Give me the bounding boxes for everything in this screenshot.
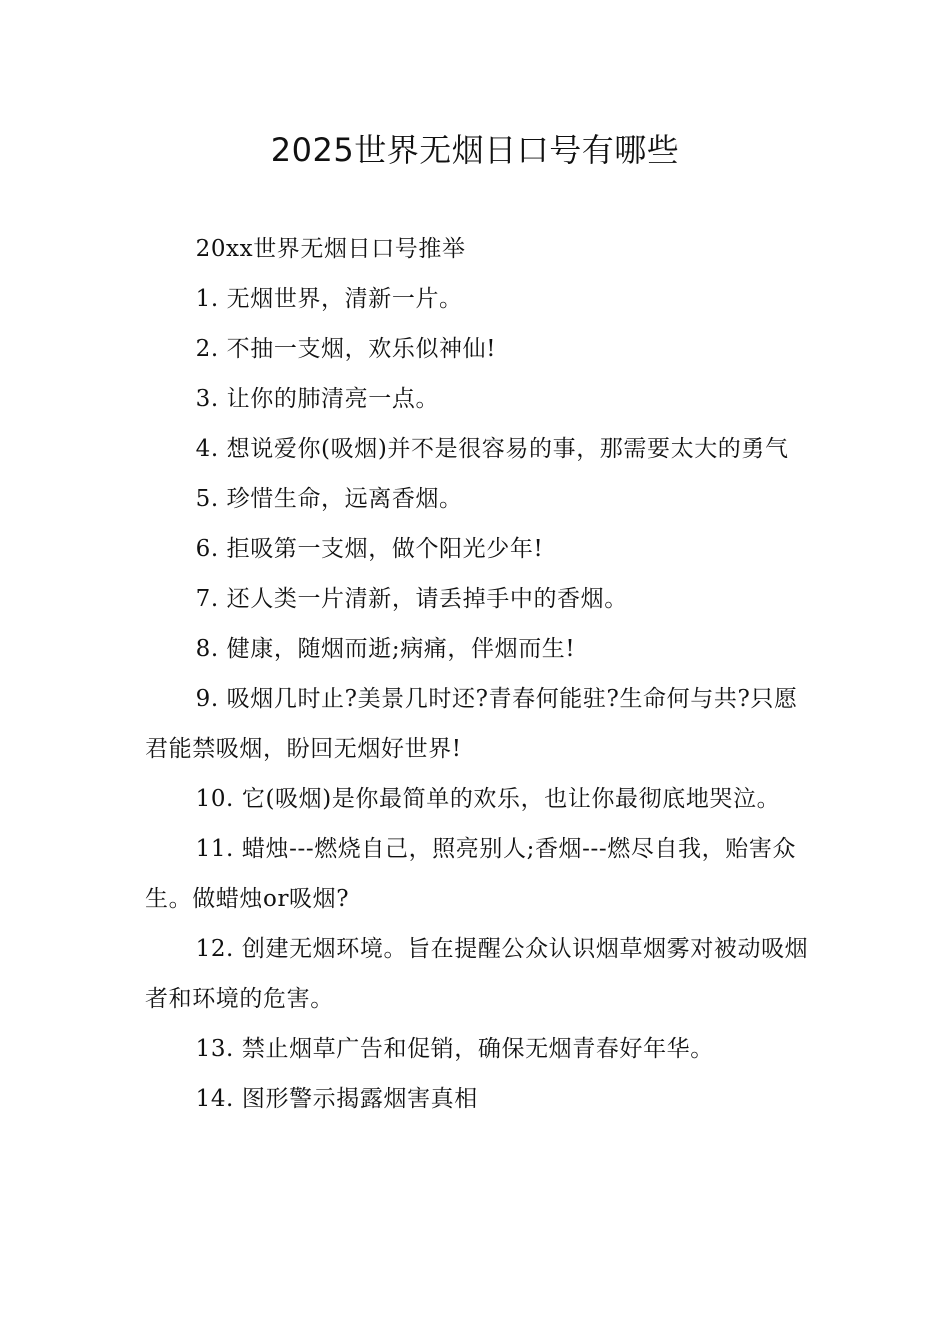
slogan-item: 7. 还人类一片清新，请丢掉手中的香烟。 xyxy=(195,586,628,612)
slogan-item: 11. 蜡烛---燃烧自己，照亮别人;香烟---燃尽自我，贻害众生。做蜡烛or吸烟? xyxy=(145,836,797,912)
slogan-item: 2. 不抽一支烟，欢乐似神仙! xyxy=(195,336,497,362)
slogan-item: 3. 让你的肺清亮一点。 xyxy=(195,386,440,412)
slogan-item: 6. 拒吸第一支烟，做个阳光少年! xyxy=(195,536,544,562)
slogan-item: 13. 禁止烟草广告和促销，确保无烟青春好年华。 xyxy=(195,1036,714,1062)
slogan-item: 4. 想说爱你(吸烟)并不是很容易的事，那需要太大的勇气 xyxy=(195,436,789,462)
slogan-item: 9. 吸烟几时止?美景几时还?青春何能驻?生命何与共?只愿君能禁吸烟，盼回无烟好世界! xyxy=(145,686,798,762)
slogan-item: 8. 健康，随烟而逝;病痛，伴烟而生! xyxy=(195,636,576,662)
slogan-item: 12. 创建无烟环境。旨在提醒公众认识烟草烟雾对被动吸烟者和环境的危害。 xyxy=(145,936,809,1012)
slogan-item: 1. 无烟世界，清新一片。 xyxy=(195,286,463,312)
paragraph-intro: 20xx世界无烟日口号推举 xyxy=(195,236,466,262)
slogan-item: 14. 图形警示揭露烟害真相 xyxy=(195,1086,478,1112)
document-body xyxy=(145,224,810,1124)
slogan-item: 10. 它(吸烟)是你最简单的欢乐，也让你最彻底地哭泣。 xyxy=(195,786,781,812)
document-title: 2025世界无烟日口号有哪些 xyxy=(270,131,680,169)
slogan-item: 5. 珍惜生命，远离香烟。 xyxy=(195,486,463,512)
